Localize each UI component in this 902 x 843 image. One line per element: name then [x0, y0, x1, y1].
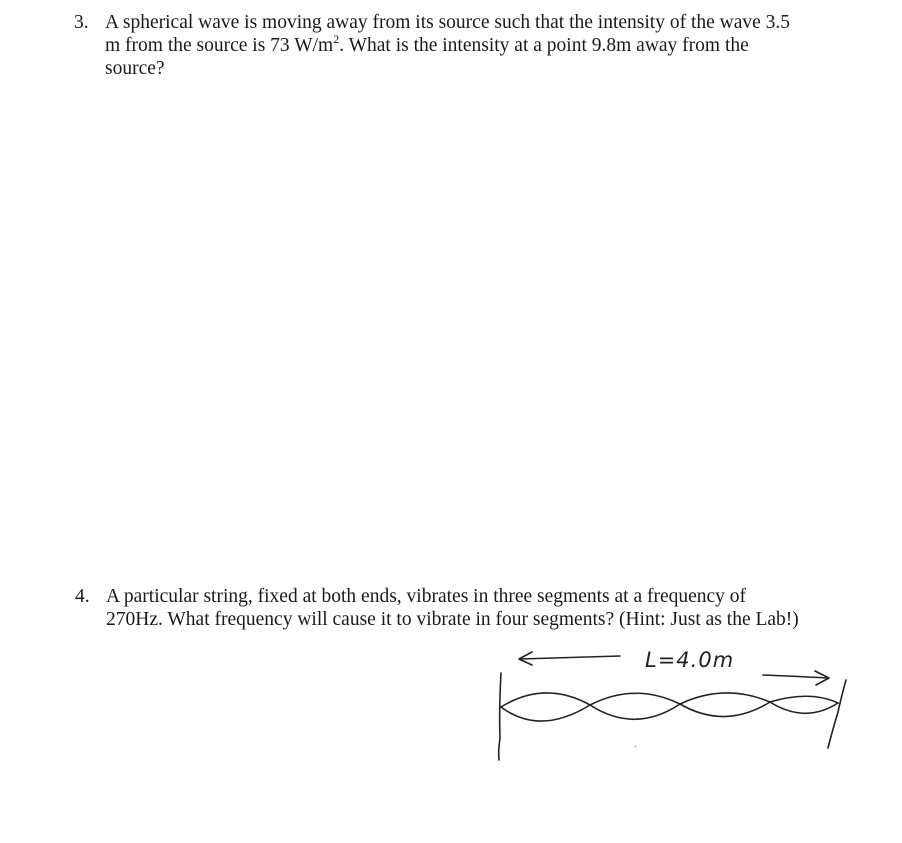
length-label: L=4.0m — [645, 648, 735, 672]
problem-line: 270Hz. What frequency will cause it to vibrate in four segments? (Hint: Just as the Lab!) — [106, 609, 799, 630]
problem-text — [106, 585, 799, 631]
left-arrow-icon — [519, 652, 620, 665]
left-fixed-end — [499, 673, 501, 760]
problem-line: A spherical wave is moving away from its source such that the intensity of the wave 3.5 — [105, 12, 791, 33]
line-text: . What is the intensity at a point 9.8m away from the — [339, 35, 749, 56]
standing-wave-sketch — [470, 640, 870, 770]
problem-4 — [75, 585, 875, 645]
problem-number: 3. — [74, 12, 89, 33]
problem-line — [105, 31, 790, 57]
problem-text — [105, 11, 790, 80]
line-text: m from the source is 73 W/m — [105, 35, 334, 56]
standing-wave — [501, 693, 838, 721]
problem-line: A particular string, fixed at both ends, vibrates in three segments at a frequency of — [106, 586, 747, 607]
problem-line: source? — [105, 58, 165, 79]
superscript: 2 — [333, 31, 340, 46]
problem-3 — [74, 11, 874, 91]
right-fixed-end — [828, 680, 846, 748]
problem-number: 4. — [75, 586, 90, 607]
right-arrow-icon — [763, 671, 829, 685]
